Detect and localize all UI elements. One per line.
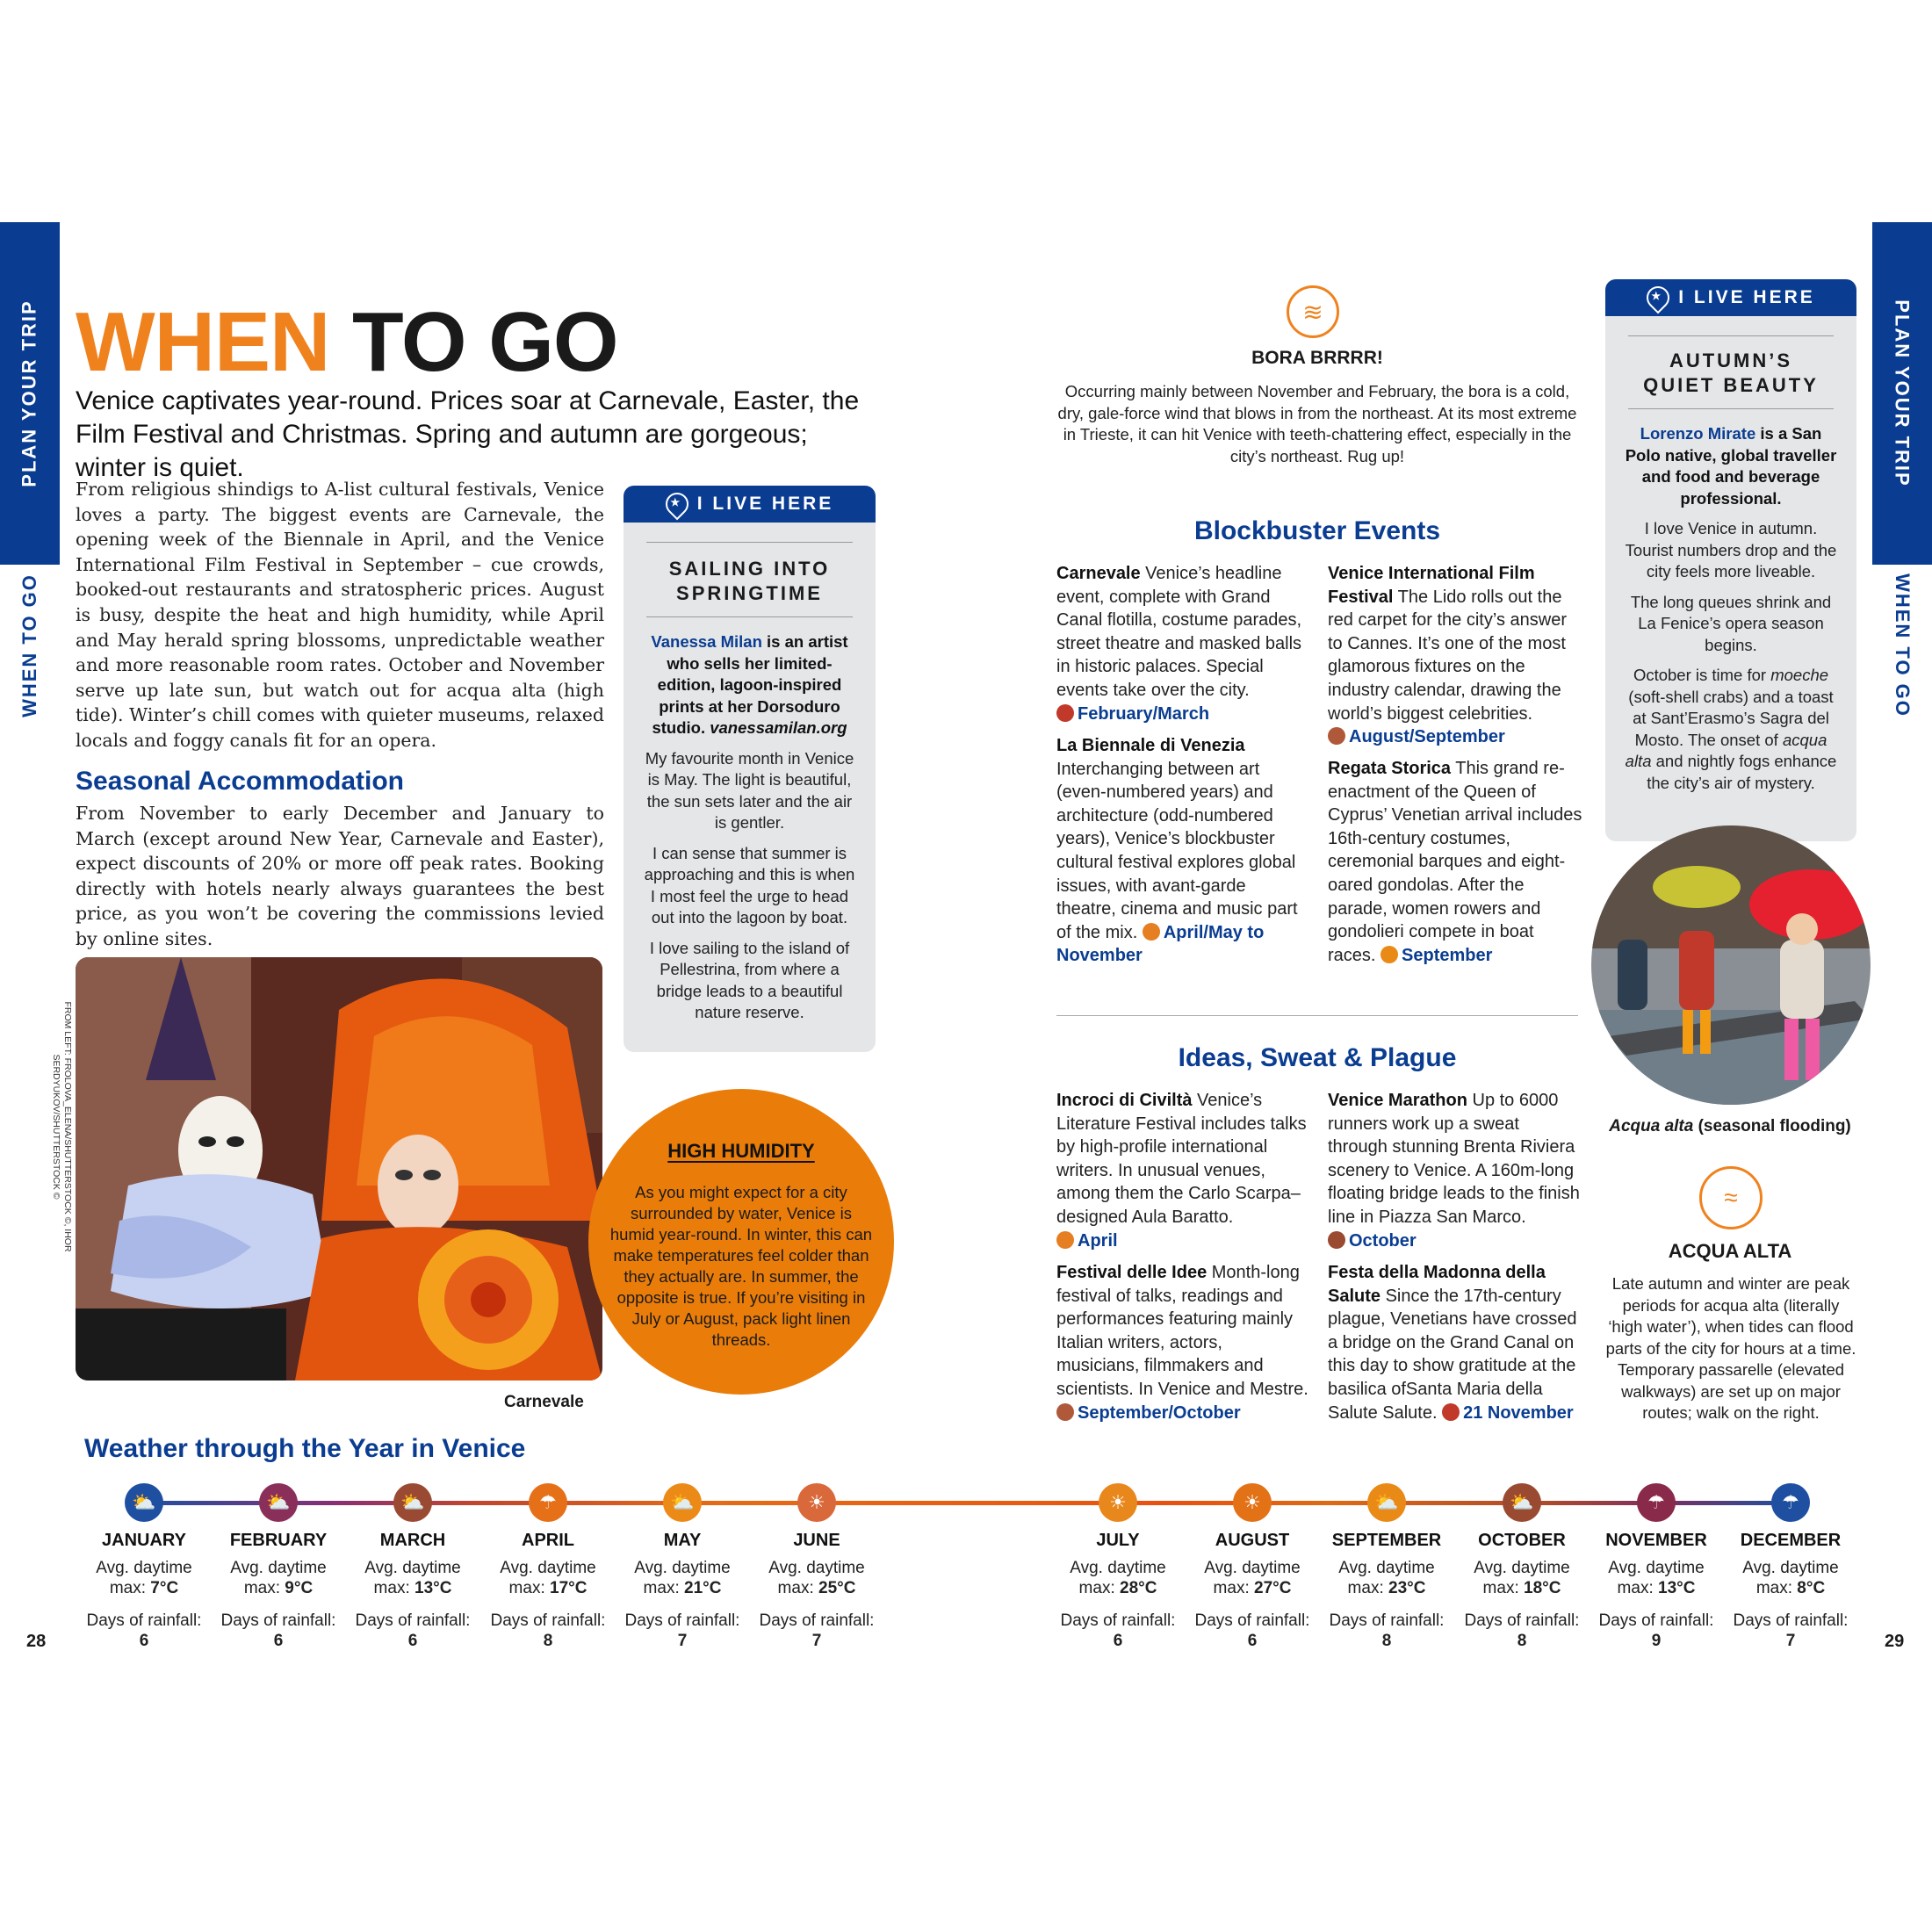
month-temp: Avg. daytime max: 13°C xyxy=(364,1559,461,1597)
event-biennale: La Biennale di Venezia Interchanging between art (even-numbered years) and architecture (odd-numbered years), Venice’s blockbuster cultural festival explores global issues, with avant-garde theatre, cinema and music part of the mix. April/May to November xyxy=(1056,736,1298,966)
weather-heading: Weather through the Year in Venice xyxy=(84,1434,526,1463)
event-salute: Festa della Madonna della Salute Since the 17th-century plague, Venetians have crossed a bridge on the Grand Canal on this day to show gratitude at the basilica ofSanta Maria della Salute Salute. 21 November xyxy=(1328,1263,1577,1423)
month-temp: Avg. daytime max: 17°C xyxy=(500,1559,596,1597)
sun-icon: ☀ xyxy=(1233,1483,1272,1522)
live-here-box-1 xyxy=(624,486,876,1052)
month-temp: Avg. daytime max: 21°C xyxy=(634,1559,731,1597)
side-tab-when-left xyxy=(0,573,60,717)
month-rain: Days of rainfall: 8 xyxy=(1329,1611,1445,1650)
month-may xyxy=(616,1531,748,1651)
calendar-icon xyxy=(1056,1403,1074,1421)
acqua-text: Late autumn and winter are peak periods for acqua alta (literally ‘high water’), when tides can flood parts of the city for hours at a time. Temporary passarelle (elevated walkways) are set up on major routes; walk on the right. xyxy=(1605,1274,1856,1422)
calendar-icon xyxy=(1442,1403,1460,1421)
divider xyxy=(646,542,853,543)
month-july xyxy=(1052,1531,1184,1651)
live2-p1: I love Venice in autumn. Tourist numbers drop and the city feels more liveable. xyxy=(1625,519,1837,580)
side-tab-when-label-right: WHEN TO GO xyxy=(1892,573,1914,717)
month-temp: Avg. daytime max: 9°C xyxy=(230,1559,327,1597)
rain-icon: ☂ xyxy=(1637,1483,1676,1522)
month-june xyxy=(751,1531,883,1651)
month-november xyxy=(1590,1531,1722,1651)
humidity-heading: HIGH HUMIDITY xyxy=(667,1140,815,1162)
month-temp: Avg. daytime max: 7°C xyxy=(96,1559,192,1597)
event-regata: Regata Storica This grand re-enactment of the Queen of Cyprus’ Venetian arrival includes 16th-century costumes, ceremonial barques and eight-oared gondolas. After the parade, women rowers and gondolieri compete in boat races. September xyxy=(1328,759,1582,965)
live2-bio: Lorenzo Mirate is a San Polo native, global traveller and food and beverage professional. xyxy=(1625,424,1837,508)
humidity-text: As you might expect for a city surrounded by water, Venice is humid year-round. In winter, this can make temperatures feel colder than they actually are. In summer, the opposite is true. If you’re visiting in July or August, pack light linen threads. xyxy=(609,1183,873,1349)
month-name: APRIL xyxy=(522,1531,574,1550)
month-september xyxy=(1321,1531,1453,1651)
acqua-heading: ACQUA ALTA xyxy=(1668,1240,1792,1262)
partly-cloudy-icon: ⛅ xyxy=(663,1483,702,1522)
month-april xyxy=(482,1531,614,1651)
sun-icon: ☀ xyxy=(797,1483,836,1522)
month-name: MAY xyxy=(663,1531,702,1550)
month-temp: Avg. daytime max: 18°C xyxy=(1474,1559,1570,1597)
carnevale-photo xyxy=(76,957,602,1381)
title-to-go: TO GO xyxy=(329,295,618,389)
month-name: SEPTEMBER xyxy=(1331,1531,1442,1550)
humidity-circle xyxy=(588,1089,894,1395)
seasonal-heading: Seasonal Accommodation xyxy=(76,767,404,796)
bora-heading: BORA BRRRR! xyxy=(1251,348,1383,368)
month-temp: Avg. daytime max: 23°C xyxy=(1338,1559,1435,1597)
month-rain: Days of rainfall: 8 xyxy=(490,1611,606,1650)
side-tab-when-right xyxy=(1872,573,1932,717)
page-number-left: 28 xyxy=(26,1632,47,1651)
event-marathon: Venice Marathon Up to 6000 runners work up a sweat through stunning Brenta Riviera scenery to Venice. A 160m-long floating bridge leads to the finish line in Piazza San Marco. October xyxy=(1328,1091,1580,1251)
month-january xyxy=(78,1531,210,1651)
month-name: NOVEMBER xyxy=(1605,1531,1707,1550)
month-rain: Days of rainfall: 7 xyxy=(759,1611,875,1650)
flood-caption: Acqua alta (seasonal flooding) xyxy=(1609,1117,1851,1135)
side-tab-plan-right xyxy=(1872,222,1932,565)
title-when: WHEN xyxy=(76,295,330,389)
live1-p3: I love sailing to the island of Pellestrina, from where a bridge leads to a beautiful nature reserve. xyxy=(649,938,850,1021)
section-divider xyxy=(1056,1015,1578,1016)
divider xyxy=(646,616,853,617)
lede: Venice captivates year-round. Prices soar at Carnevale, Easter, the Film Festival and Christmas. Spring and autumn are gorgeous; winter is quiet. xyxy=(76,386,860,482)
carnevale-illustration xyxy=(76,957,602,1381)
side-tab-when-label: WHEN TO GO xyxy=(18,573,41,717)
month-rain: Days of rainfall: 6 xyxy=(1194,1611,1310,1650)
calendar-icon xyxy=(1328,727,1345,745)
month-rain: Days of rainfall: 9 xyxy=(1598,1611,1714,1650)
rain-icon: ☂ xyxy=(529,1483,567,1522)
calendar-icon xyxy=(1381,946,1398,963)
calendar-icon xyxy=(1056,1231,1074,1249)
month-rain: Days of rainfall: 6 xyxy=(355,1611,471,1650)
month-temp: Avg. daytime max: 28°C xyxy=(1070,1559,1166,1597)
live2-subtitle: AUTUMN’S QUIET BEAUTY xyxy=(1643,350,1819,396)
flood-photo xyxy=(1591,825,1871,1105)
event-festival-idee: Festival delle Idee Month-long festival of talks, readings and performances featuring mainly Italian writers, actors, musicians, filmmakers and scientists. In Venice and Mestre. September/October xyxy=(1056,1263,1308,1423)
partly-cloudy-icon: ⛅ xyxy=(259,1483,298,1522)
sun-icon: ☀ xyxy=(1099,1483,1137,1522)
pin-icon xyxy=(660,488,693,521)
rain-icon: ☂ xyxy=(1771,1483,1810,1522)
partly-cloudy-icon: ⛅ xyxy=(393,1483,432,1522)
month-rain: Days of rainfall: 7 xyxy=(624,1611,740,1650)
month-october xyxy=(1456,1531,1588,1651)
month-march xyxy=(347,1531,479,1651)
live1-p2: I can sense that summer is approaching and this is when I most feel the urge to head out into the lagoon by boat. xyxy=(644,843,855,926)
flood-illustration xyxy=(1591,825,1871,1105)
partly-cloudy-icon: ⛅ xyxy=(1367,1483,1406,1522)
event-carnevale: Carnevale Venice’s headline event, complete with Grand Canal flotilla, costume parades, street theatre and masked balls in historic palaces. Special events take over the city. February/March xyxy=(1056,564,1302,724)
live-here-header-1: ★ I LIVE HERE xyxy=(624,486,876,523)
month-name: AUGUST xyxy=(1215,1531,1290,1550)
month-rain: Days of rainfall: 6 xyxy=(1060,1611,1176,1650)
pin-icon xyxy=(1642,282,1675,314)
divider xyxy=(1628,408,1834,409)
month-name: JUNE xyxy=(793,1531,840,1550)
wind-icon: ≋ xyxy=(1287,285,1339,338)
event-incroci: Incroci di Civiltà Venice’s Literature Festival includes talks by high-profile international writers. In unusual venues, among them the Carlo Scarpa–designed Aula Baratto. April xyxy=(1056,1091,1307,1251)
month-august xyxy=(1186,1531,1318,1651)
month-december xyxy=(1725,1531,1856,1651)
calendar-icon xyxy=(1143,923,1160,941)
live2-p3: October is time for moeche (soft-shell crabs) and a toast at Sant’Erasmo’s Sagra del Mosto. The onset of acqua alta and nightly fogs enhance the city’s air of mystery. xyxy=(1625,666,1837,792)
month-temp: Avg. daytime max: 8°C xyxy=(1742,1559,1839,1597)
month-name: JULY xyxy=(1096,1531,1140,1550)
live1-p1: My favourite month in Venice is May. The light is beautiful, the sun sets later and the air is gentler. xyxy=(645,748,854,832)
month-rain: Days of rainfall: 8 xyxy=(1464,1611,1580,1650)
blockbuster-heading: Blockbuster Events xyxy=(1193,516,1441,545)
page-number-right: 29 xyxy=(1885,1632,1905,1651)
live-here-header-2: ★ I LIVE HERE xyxy=(1605,279,1856,316)
calendar-icon xyxy=(1328,1231,1345,1249)
event-film-festival: Venice International Film Festival The Lido rolls out the red carpet for the city’s answer to Cannes. It’s one of the most glamorous fixtures on the industry calendar, drawing the world’s biggest celebrities. August/September xyxy=(1328,564,1567,747)
partly-cloudy-icon: ⛅ xyxy=(125,1483,163,1522)
ideas-heading: Ideas, Sweat & Plague xyxy=(1178,1043,1457,1072)
weather-timeline xyxy=(141,1501,1791,1505)
live2-p2: The long queues shrink and La Fenice’s opera season begins. xyxy=(1630,592,1832,654)
waves-icon: ≈ xyxy=(1699,1166,1763,1229)
live-here-box-2 xyxy=(1605,279,1856,841)
month-temp: Avg. daytime max: 27°C xyxy=(1204,1559,1301,1597)
intro-text: From religious shindigs to A-list cultural festivals, Venice loves a party. The biggest events are Carnevale, the opening week of the Biennale in April, and the Venice International Film Festival in September – cue crowds, booked-out restaurants and stratospheric prices. August is busy, despite the heat and high humidity, while April and May herald spring blossoms, unpredictable weather and more reasonable room rates. October and November serve up late sun, but watch out for acqua alta (high tide). Winter’s chill comes with quieter museums, relaxed locals and foggy canals fit for an opera. xyxy=(76,479,604,751)
photo-credit: FROM LEFT: FROLOVA_ELENA/SHUTTERSTOCK ©, IHOR SERDYUKOV/SHUTTERSTOCK © xyxy=(51,1001,73,1252)
seasonal-text: From November to early December and January to March (except around New Year, Carnevale and Easter), expect discounts of 20% or more off peak rates. Booking directly with hotels nearly always guarantees the best price, as you won’t be covering the commissions levied by online sites. xyxy=(76,803,604,949)
live1-bio: Vanessa Milan is an artist who sells her limited-edition, lagoon-inspired prints at her Dorsoduro studio. vanessamilan.org xyxy=(651,632,848,737)
side-tab-plan-left xyxy=(0,222,60,565)
calendar-icon xyxy=(1056,704,1074,722)
month-name: JANUARY xyxy=(102,1531,186,1550)
month-rain: Days of rainfall: 6 xyxy=(220,1611,336,1650)
bora-text: Occurring mainly between November and February, the bora is a cold, dry, gale-force wind that blows in from the northeast. At its most extreme in Trieste, it can hit Venice with teeth-chattering effect, especially in the city’s northeast. Rug up! xyxy=(1057,382,1577,465)
month-temp: Avg. daytime max: 13°C xyxy=(1608,1559,1705,1597)
partly-cloudy-icon: ⛅ xyxy=(1503,1483,1541,1522)
side-tab-plan-label-right: PLAN YOUR TRIP xyxy=(1892,299,1914,487)
month-rain: Days of rainfall: 6 xyxy=(86,1611,202,1650)
month-rain: Days of rainfall: 7 xyxy=(1733,1611,1849,1650)
month-name: OCTOBER xyxy=(1478,1531,1566,1550)
month-name: MARCH xyxy=(379,1531,446,1550)
side-tab-plan-label: PLAN YOUR TRIP xyxy=(18,299,41,487)
month-name: DECEMBER xyxy=(1740,1531,1842,1550)
month-name: FEBRUARY xyxy=(229,1531,328,1550)
divider xyxy=(1628,335,1834,336)
month-february xyxy=(213,1531,344,1651)
page-title xyxy=(76,295,618,389)
carnevale-caption: Carnevale xyxy=(504,1393,584,1411)
live1-subtitle: SAILING INTO SPRINGTIME xyxy=(668,558,831,604)
month-temp: Avg. daytime max: 25°C xyxy=(768,1559,865,1597)
